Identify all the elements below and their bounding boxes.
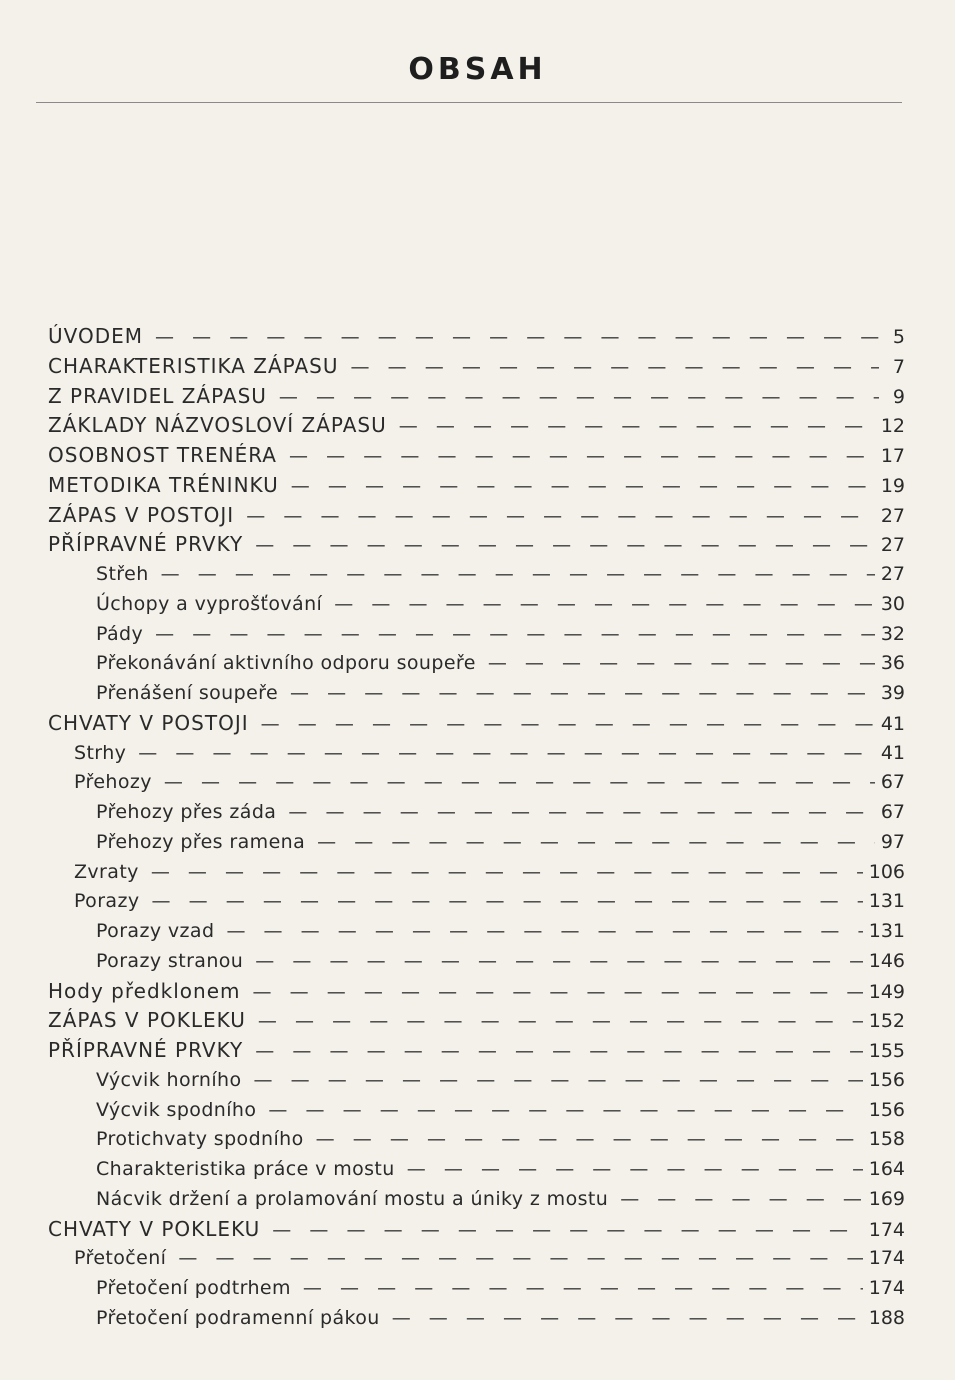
- toc-entry-label: Přehozy: [74, 771, 152, 794]
- dash-leader: [155, 621, 875, 647]
- dash-leader: [272, 1217, 862, 1243]
- toc-entry-label: PŘÍPRAVNÉ PRVKY: [48, 532, 244, 557]
- toc-entry-page-number: 27: [880, 504, 905, 527]
- toc-entry-label: Přetočení podtrhem: [96, 1277, 291, 1299]
- dash-leader: [246, 503, 875, 529]
- toc-entry-page-number: 169: [868, 1187, 905, 1210]
- toc-entry: [48, 353, 905, 379]
- toc-entry-page-number: 36: [880, 652, 905, 675]
- toc-entry-label: Porazy: [74, 890, 140, 913]
- dash-leader: [138, 740, 875, 766]
- dash-leader: [258, 1008, 863, 1034]
- toc-entry-label: Přehozy přes záda: [96, 801, 277, 823]
- toc-entry: [96, 1275, 905, 1301]
- toc-entry: [48, 531, 905, 557]
- toc-entry: [48, 383, 905, 409]
- toc-entry: [96, 621, 905, 647]
- toc-entry-page-number: 9: [892, 385, 905, 408]
- toc-entry-label: Charakteristika práce v mostu: [96, 1158, 395, 1180]
- dash-leader: [151, 859, 863, 885]
- toc-entry-page-number: 5: [892, 326, 905, 348]
- toc-entry-label: Zvraty: [74, 860, 139, 883]
- toc-entry: [48, 1216, 905, 1242]
- toc-entry-label: Hody předklonem: [48, 978, 241, 1003]
- toc-entry-label: Nácvik držení a prolamování mostu a úniky z mostu: [96, 1187, 609, 1210]
- toc-entry-page-number: 27: [880, 534, 905, 557]
- dash-leader: [252, 979, 862, 1005]
- dash-leader: [392, 1305, 863, 1331]
- toc-entry-page-number: 12: [880, 415, 905, 438]
- toc-entry-label: CHVATY V POKLEKU: [48, 1216, 261, 1241]
- toc-entry: [96, 591, 905, 617]
- dash-leader: [317, 829, 875, 855]
- dash-leader: [164, 769, 875, 795]
- dash-leader: [334, 591, 875, 617]
- toc-entry-label: Přehozy přes ramena: [96, 830, 306, 853]
- toc-entry-label: ZÁPAS V POSTOJI: [48, 502, 235, 527]
- toc-entry-page-number: 174: [868, 1277, 905, 1299]
- dash-leader: [316, 1126, 863, 1152]
- toc-entry: [96, 918, 905, 944]
- dash-leader: [255, 1038, 863, 1064]
- dash-leader: [161, 561, 875, 587]
- dash-leader: [255, 532, 875, 558]
- toc-entry-label: CHVATY V POSTOJI: [48, 710, 249, 735]
- toc-entry: [48, 412, 905, 438]
- toc-entry: [96, 1156, 905, 1182]
- toc-entry-label: ZÁPAS V POKLEKU: [48, 1008, 246, 1033]
- dash-leader: [289, 443, 875, 469]
- toc-entry: [74, 740, 905, 766]
- dash-leader: [279, 384, 879, 410]
- dash-leader: [303, 1275, 863, 1301]
- toc-entry-page-number: 131: [868, 890, 905, 913]
- toc-entry: [96, 561, 905, 587]
- toc-entry-page-number: 106: [868, 860, 905, 883]
- dash-leader: [350, 354, 879, 380]
- toc-entry-label: CHARAKTERISTIKA ZÁPASU: [48, 353, 339, 378]
- dash-leader: [226, 918, 862, 944]
- toc-entry: [96, 829, 905, 855]
- dash-leader: [407, 1156, 863, 1182]
- toc-entry-page-number: 30: [880, 592, 905, 615]
- toc-entry: [74, 769, 905, 795]
- toc-entry-label: Výcvik horního: [96, 1068, 242, 1091]
- toc-entry: [48, 978, 905, 1004]
- toc-entry: [48, 710, 905, 736]
- toc-entry-label: Přenášení soupeře: [96, 682, 279, 704]
- dash-leader: [488, 650, 875, 676]
- toc-entry: [74, 1245, 905, 1271]
- toc-entry-page-number: 156: [868, 1098, 905, 1121]
- dash-leader: [399, 413, 875, 439]
- toc-entry-label: Porazy vzad: [96, 920, 215, 942]
- toc-entry: [96, 799, 905, 825]
- dash-leader: [620, 1186, 863, 1212]
- toc-entry: [96, 1305, 905, 1331]
- toc-entry-label: Porazy stranou: [96, 949, 244, 972]
- toc-entry-page-number: 149: [868, 980, 905, 1003]
- dash-leader: [155, 324, 879, 350]
- toc-entry-page-number: 131: [868, 920, 905, 942]
- dash-leader: [261, 711, 875, 737]
- toc-entry-page-number: 188: [868, 1306, 905, 1329]
- dash-leader: [290, 680, 875, 706]
- toc-entry-page-number: 41: [880, 712, 905, 735]
- toc-entry-page-number: 155: [868, 1040, 905, 1062]
- toc-entry-label: Střeh: [96, 563, 149, 585]
- toc-entry-page-number: 174: [868, 1247, 905, 1270]
- dash-leader: [291, 473, 875, 499]
- toc-entry: [96, 1126, 905, 1152]
- toc-entry: [96, 650, 905, 676]
- toc-entry-label: Přetočení podramenní pákou: [96, 1306, 380, 1329]
- toc-entry: [48, 502, 905, 528]
- toc-entry-label: Překonávání aktivního odporu soupeře: [96, 652, 476, 675]
- toc-entry-page-number: 146: [868, 949, 905, 972]
- toc-entry-page-number: 17: [880, 445, 905, 467]
- dash-leader: [288, 799, 874, 825]
- toc-entry-label: OSOBNOST TRENÉRA: [48, 443, 277, 467]
- toc-entry-page-number: 7: [892, 355, 905, 378]
- toc-entry: [96, 1097, 905, 1123]
- toc-entry: [96, 1186, 905, 1212]
- toc-entry-page-number: 158: [868, 1128, 905, 1151]
- toc-entry: [48, 472, 905, 498]
- toc-entry-label: Strhy: [74, 741, 127, 764]
- toc-entry-page-number: 67: [880, 801, 905, 823]
- toc-entry-label: ZÁKLADY NÁZVOSLOVÍ ZÁPASU: [48, 413, 387, 438]
- toc-entry: [48, 323, 905, 349]
- toc-entry-page-number: 41: [880, 741, 905, 764]
- toc-entry: [96, 680, 905, 706]
- toc-entry: [96, 1067, 905, 1093]
- toc-entry-label: Úchopy a vyprošťování: [96, 592, 323, 615]
- dash-leader: [151, 888, 862, 914]
- toc-entry-page-number: 156: [868, 1068, 905, 1091]
- toc-entry-page-number: 164: [868, 1158, 905, 1180]
- toc-entry-label: METODIKA TRÉNINKU: [48, 472, 279, 497]
- toc-entry-page-number: 152: [868, 1010, 905, 1033]
- toc-entry-label: Z PRAVIDEL ZÁPASU: [48, 383, 267, 408]
- toc-entry-label: Pády: [96, 622, 144, 645]
- toc-entry-label: PŘÍPRAVNÉ PRVKY: [48, 1038, 244, 1062]
- dash-leader: [253, 1067, 862, 1093]
- toc-entry: [96, 948, 905, 974]
- toc-entry-page-number: 67: [880, 771, 905, 794]
- dash-leader: [178, 1245, 862, 1271]
- toc-entry-label: Přetočení: [74, 1247, 167, 1270]
- toc-entry: [48, 1007, 905, 1033]
- toc-entry-label: Protichvaty spodního: [96, 1128, 304, 1151]
- toc-entry: [74, 888, 905, 914]
- toc-entry-page-number: 27: [880, 563, 905, 585]
- toc-entry-page-number: 174: [868, 1218, 905, 1241]
- toc-entry-label: Výcvik spodního: [96, 1098, 257, 1121]
- toc-entry: [48, 442, 905, 468]
- toc-entry-page-number: 19: [880, 474, 905, 497]
- toc-entry-page-number: 97: [880, 830, 905, 853]
- toc-entry-page-number: 32: [880, 622, 905, 645]
- toc-entry-label: ÚVODEM: [48, 324, 144, 348]
- dash-leader: [268, 1097, 862, 1123]
- toc-entry: [48, 1037, 905, 1063]
- dash-leader: [255, 948, 863, 974]
- toc-entry: [74, 859, 905, 885]
- page-title: OBSAH: [408, 52, 547, 87]
- toc-entry-page-number: 39: [880, 682, 905, 704]
